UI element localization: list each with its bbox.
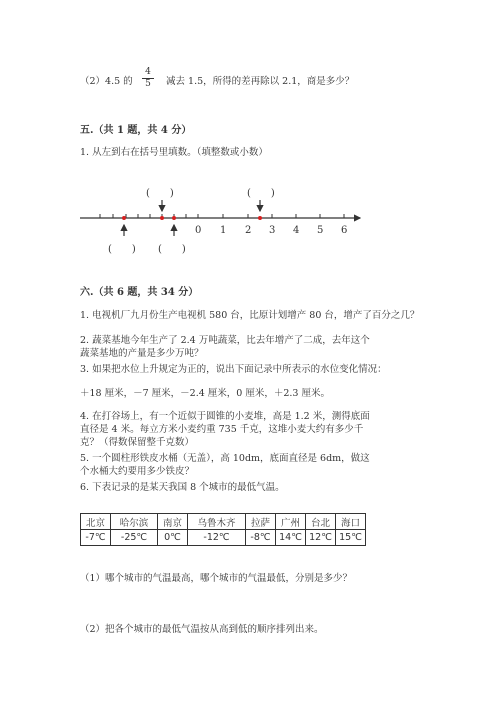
tick-label-1: 1	[220, 225, 227, 236]
table-cell: 哈尔滨	[111, 514, 158, 530]
table-cell: 拉萨	[246, 514, 276, 530]
section6-q6: 6. 下表记录的是某天我国 8 个城市的最低气温。	[80, 482, 285, 493]
tick-label-2: 2	[245, 225, 252, 236]
table-cell: 台北	[306, 514, 336, 530]
bracket-bottom-right: ( )	[158, 244, 186, 255]
table-cell: 乌鲁木齐	[188, 514, 246, 530]
number-line	[78, 180, 378, 260]
q2-suffix: 减去 1.5，所得的差再除以 2.1，商是多少？	[166, 76, 355, 87]
temperature-table	[80, 513, 366, 546]
table-cell: 0℃	[158, 530, 188, 546]
point-a	[122, 216, 126, 220]
section6-q6-sub2: （2）把各个城市的最低气温按从高到低的顺序排列出来。	[80, 624, 324, 635]
table-cell: -8℃	[246, 530, 276, 546]
fraction-numerator: 4	[145, 67, 151, 77]
section6-q3-values: ＋18 厘米，－7 厘米，－2.4 厘米，0 厘米，＋2.3 厘米。	[80, 388, 330, 399]
section6-q3: 3. 如果把水位上升规定为正的，说出下面记录中所表示的水位变化情况：	[80, 364, 387, 375]
point-c	[172, 216, 176, 220]
tick-label-3: 3	[269, 225, 276, 236]
bracket-top-right: ( )	[247, 188, 275, 199]
section6-q1: 1. 电视机厂九月份生产电视机 580 台，比原计划增产 80 台，增产了百分之几？	[80, 310, 420, 321]
table-row-cities	[81, 514, 366, 530]
table-cell: -12℃	[188, 530, 246, 546]
section5-title: 五.（共 1 题，共 4 分）	[80, 125, 192, 136]
bracket-bottom-left: ( )	[108, 244, 136, 255]
table-cell: 14℃	[276, 530, 306, 546]
q2-prefix: （2）4.5 的	[80, 76, 133, 87]
table-cell: 海口	[336, 514, 366, 530]
table-row-temps	[81, 530, 366, 546]
fraction-denominator: 5	[145, 79, 151, 89]
point-d	[258, 216, 262, 220]
fraction-4-5	[141, 67, 155, 90]
table-cell: 15℃	[336, 530, 366, 546]
section6-q5: 5. 一个圆柱形铁皮水桶（无盖），高 10dm，底面直径是 6dm，做这个水桶大约要用多少铁皮？	[80, 453, 370, 477]
section6-q2: 2. 蔬菜基地今年生产了 2.4 万吨蔬菜，比去年增产了二成，去年这个蔬菜基地的产量是多少万吨？	[80, 335, 370, 359]
table-cell: -25℃	[111, 530, 158, 546]
section6-q4: 4. 在打谷场上，有一个近似于圆锥的小麦堆，高是 1.2 米，测得底面直径是 4 米。每立方米小麦约重 735 千克，这堆小麦大约有多少千克？（得数保留整千克数）	[80, 411, 370, 448]
section5-q1: 1. 从左到右在括号里填数。（填整数或小数）	[80, 147, 268, 158]
tick-label-5: 5	[317, 225, 324, 236]
table-cell: 12℃	[306, 530, 336, 546]
table-cell: 广州	[276, 514, 306, 530]
table-cell: 北京	[81, 514, 111, 530]
table-cell: -7℃	[81, 530, 111, 546]
point-b	[160, 216, 164, 220]
tick-label-6: 6	[341, 225, 348, 236]
section6-title: 六.（共 6 题，共 34 分）	[80, 287, 199, 298]
tick-label-4: 4	[293, 225, 300, 236]
section6-q6-sub1: （1）哪个城市的气温最高，哪个城市的气温最低，分别是多少？	[80, 573, 353, 584]
bracket-top-left: ( )	[146, 188, 174, 199]
table-cell: 南京	[158, 514, 188, 530]
tick-label-0: 0	[195, 225, 202, 236]
